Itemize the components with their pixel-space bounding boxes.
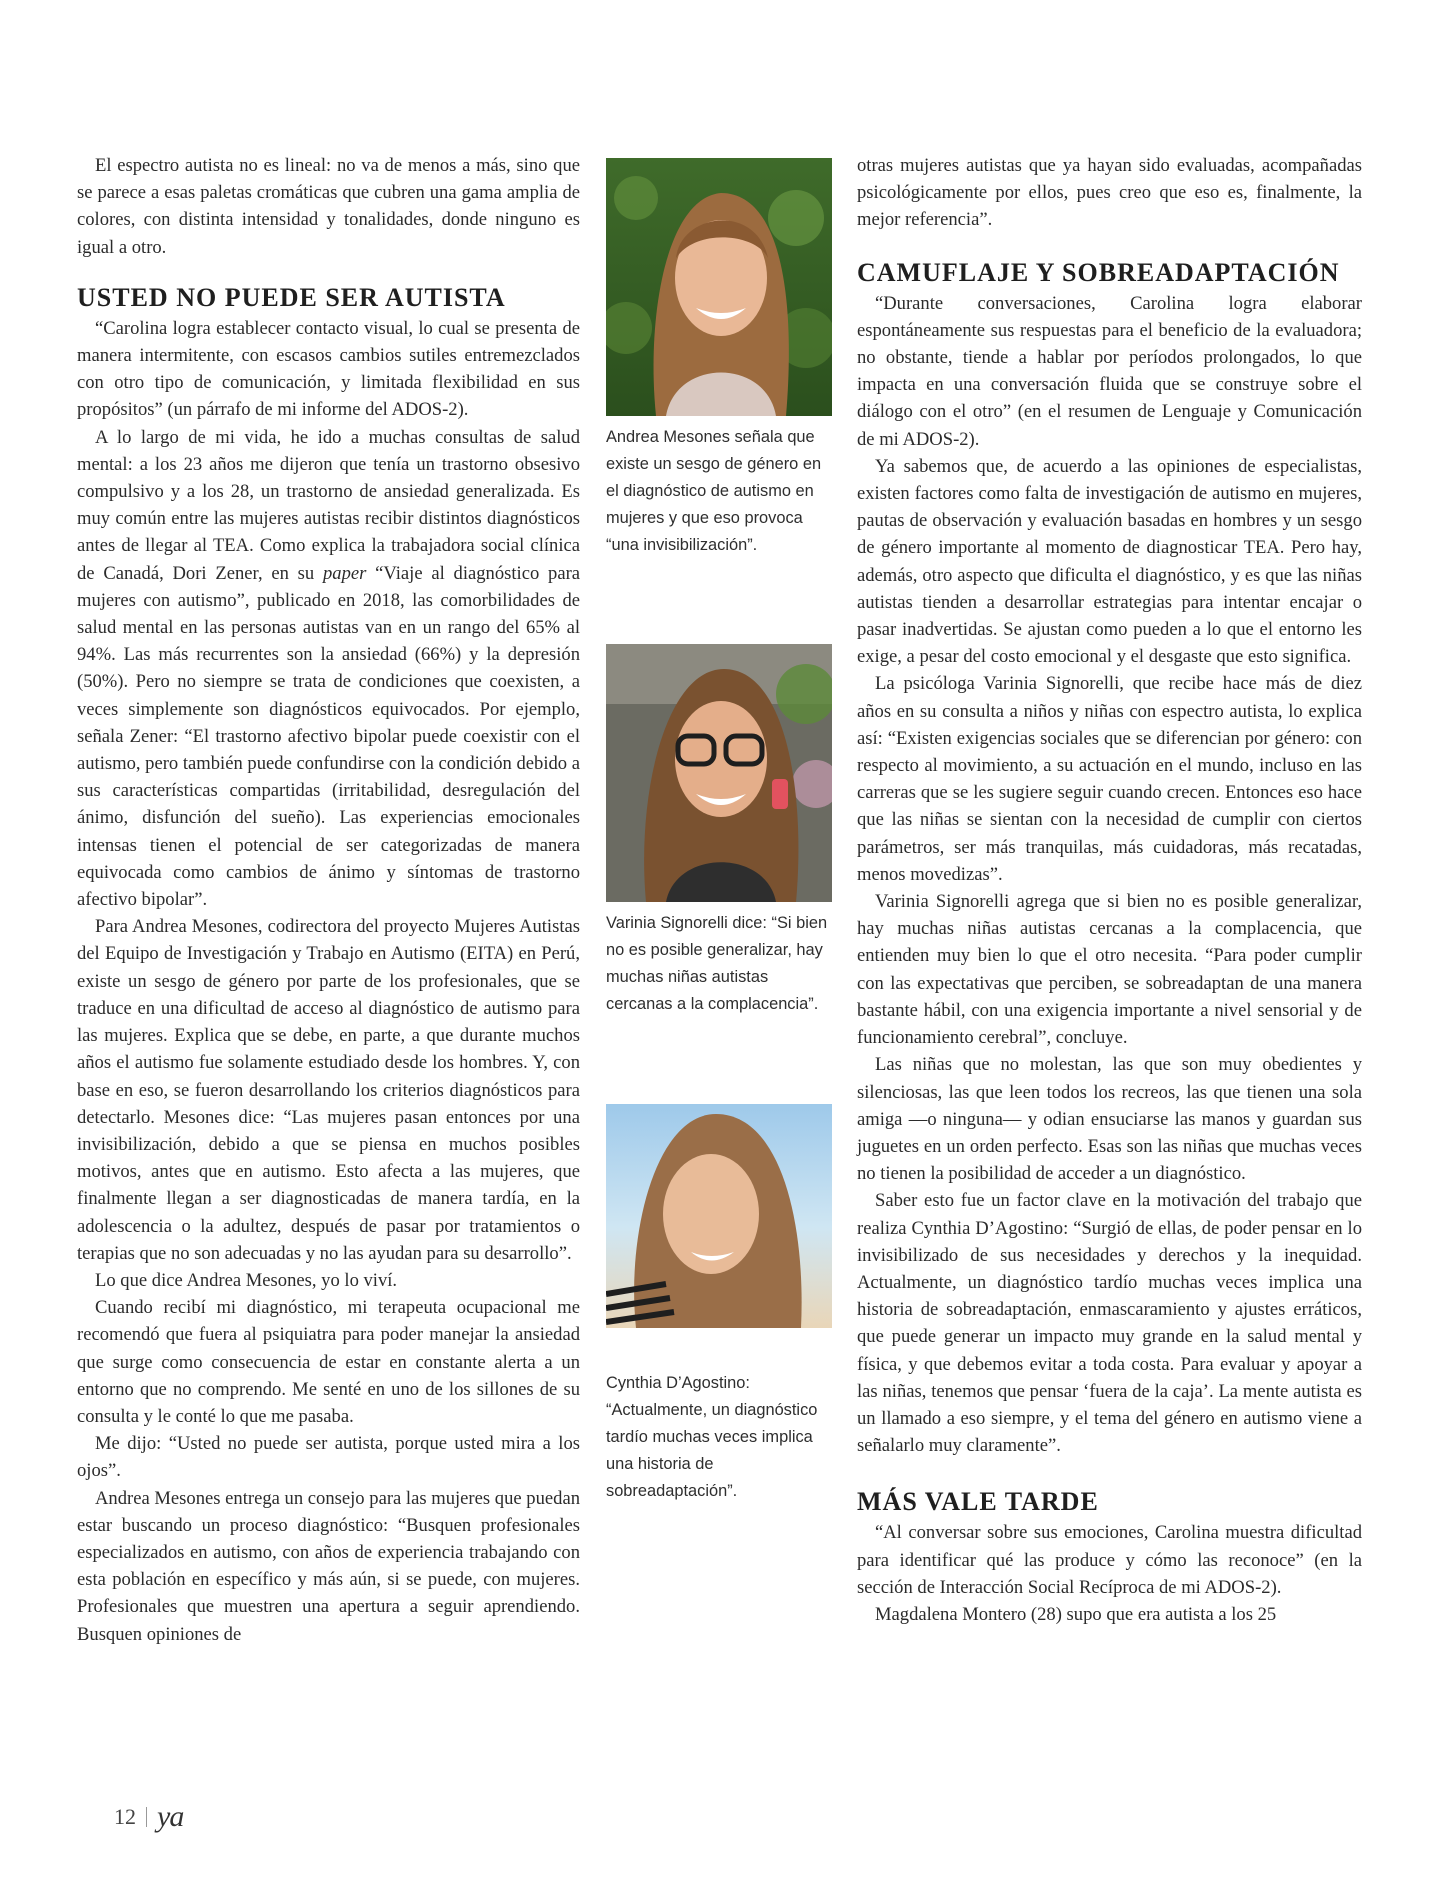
photo-caption: Varinia Signorelli dice: “Si bien no es posible generalizar, hay muchas niñas autistas cercanas a la complacencia”. bbox=[606, 914, 828, 1013]
section-heading-usted-no-puede: USTED NO PUEDE SER AUTISTA bbox=[77, 282, 506, 312]
photo-caption: Andrea Mesones señala que existe un sesgo de género en el diagnóstico de autismo en mujeres y que eso provoca “una invisibilización”. bbox=[606, 428, 822, 554]
section-heading-camuflaje: CAMUFLAJE Y SOBREADAPTACIÓN bbox=[857, 257, 1340, 287]
body-paragraph: Las niñas que no molestan, las que son muy obedientes y silenciosas, las que leen todos los recreos, las que tienen una sola amiga —o ninguna— y odian ensuciarse las manos y guardan sus juguetes en un orden perfecto. Esas son las niñas que muchas veces no tienen la posibilidad de acceder a un diagnóstico. bbox=[857, 1054, 1362, 1185]
portrait-andrea-mesones bbox=[606, 158, 832, 416]
body-paragraph: “Al conversar sobre sus emociones, Carolina muestra dificultad para identificar qué las produce y cómo las reconoce” (en la sección de Interacción Social Recíproca de mi ADOS-2). bbox=[857, 1522, 1362, 1598]
magazine-logo: ya bbox=[157, 1800, 184, 1833]
body-paragraph: Me dijo: “Usted no puede ser autista, porque usted mira a los ojos”. bbox=[77, 1433, 580, 1482]
body-paragraph: Ya sabemos que, de acuerdo a las opiniones de especialistas, existen factores como falta de investigación de autismo en mujeres, pautas de observación y evaluación basadas en hombres y un sesgo de género importante al momento de diagnosticar TEA. Pero hay, además, otro aspecto que dificulta el diagnóstico, y es que las niñas autistas tienden a desarrollar estrategias para intentar encajar o pasar inadvertidas. Se ajustan como pueden a lo que el entorno les exige, a pesar del costo emocional y el desgaste que esto significa. bbox=[857, 455, 1362, 668]
body-paragraph: Magdalena Montero (28) supo que era autista a los 25 bbox=[875, 1603, 1277, 1625]
intro-paragraph: El espectro autista no es lineal: no va de menos a más, sino que se parece a esas paletas cromáticas que cubren una gama amplia de colores, con distinta intensidad y tonalidades, donde ninguno es igual a otro. bbox=[77, 155, 580, 258]
body-paragraph: La psicóloga Varinia Signorelli, que recibe hace más de diez años en su consulta a niños y niñas con espectro autista, lo explica así: “Existen exigencias sociales que se diferencian por género: con respecto al movimiento, a su actuación en el mundo, incluso en las carreras que se les sugiere seguir cuando crecen. Entonces eso hace que las niñas se sientan con la necesidad de cumplir con ciertos parámetros, ser más tranquilas, más cuidadoras, más recatadas, menos movedizas”. bbox=[857, 673, 1362, 885]
continuation-paragraph: otras mujeres autistas que ya hayan sido evaluadas, acompañadas psicológicamente por ellos, pues creo que eso es, finalmente, la mejor referencia”. bbox=[857, 155, 1362, 231]
left-column bbox=[77, 152, 580, 1648]
portrait-varinia-signorelli bbox=[606, 644, 832, 902]
photo-caption: Cynthia D’Agostino: “Actualmente, un diagnóstico tardío muchas veces implica una historia de sobreadaptación”. bbox=[606, 1374, 818, 1500]
figure-andrea-mesones bbox=[606, 158, 832, 559]
body-paragraph: A lo largo de mi vida, he ido a muchas consultas de salud mental: a los 23 años me dijeron que tenía un trastorno obsesivo compulsivo y a los 28, un trastorno de ansiedad generalizada. Es muy común entre las mujeres autistas recibir distintos diagnósticos antes de llegar al TEA. Como explica la trabajadora social clínica de Canadá, Dori Zener, en su paper “Viaje al diagnóstico para mujeres con autismo”, publicado en 2018, las comorbilidades de salud mental en las personas autistas van en un rango del 65% al 94%. Las más recurrentes son la ansiedad (66%) y la depresión (50%). Pero no siempre se trata de condiciones que coexisten, a veces simplemente son diagnósticos equivocados. Por ejemplo, señala Zener: “El trastorno afectivo bipolar puede coexistir con el autismo, pero también puede confundirse con la condición debido a sus características compartidas (irritabilidad, desregulación del ánimo, disfunción del sueño). Las experiencias emocionales intensas tienen el potencial de ser categorizadas de manera equivocada como cambios de ánimo y síntomas de trastorno afectivo bipolar”. bbox=[77, 426, 581, 911]
body-paragraph: Para Andrea Mesones, codirectora del proyecto Mujeres Autistas del Equipo de Investigación y Trabajo en Autismo (EITA) en Perú, existe un sesgo de género por parte de los profesionales, que se traduce en una dificultad de acceso al diagnóstico de autismo para las mujeres. Explica que se debe, en parte, a que durante muchos años el autismo fue solamente estudiado desde los hombres. Y, con base en eso, se fueron desarrollando los criterios diagnósticos para detectarlo. Mesones dice: “Las mujeres pasan entonces por una invisibilización, debido a que se piensa en muchos posibles motivos, antes que en autismo. Esto afecta a las mujeres, que finalmente llegan a ser diagnosticadas de manera tardía, en la adolescencia o la adultez, después de pasar por tratamientos o terapias que no son adecuadas y no las ayudan para su desarrollo”. bbox=[77, 916, 580, 1264]
figure-varinia-signorelli bbox=[606, 644, 832, 1018]
portrait-cynthia-dagostino bbox=[606, 1104, 832, 1362]
body-paragraph: Andrea Mesones entrega un consejo para las mujeres que puedan estar buscando un proceso diagnóstico: “Busquen profesionales especializados en autismo, con años de experiencia trabajando con esta población en específico y más aún, si se puede, con mujeres. Profesionales que muestren una apertura a seguir aprendiendo. Busquen opiniones de bbox=[77, 1487, 580, 1645]
page-number: 12 bbox=[114, 1804, 136, 1829]
page-footer bbox=[114, 1800, 183, 1834]
body-paragraph: Saber esto fue un factor clave en la motivación del trabajo que realiza Cynthia D’Agostino: “Surgió de ellas, de poder pensar en lo invisibilizado de sus necesidades y derechos y la inequidad. Actualmente, un diagnóstico tardío muchas veces implica una historia de sobreadaptación, enmascaramiento y ajustes erráticos, que puede generar un impacto muy grande en la salud mental y física, y que debemos evitar a toda costa. Para evaluar y apoyar a las niñas, tenemos que pensar ‘fuera de la caja’. La mente autista es un llamado a eso siempre, y el tema del género en autismo viene a señalarlo muy claramente”. bbox=[857, 1190, 1362, 1457]
body-paragraph: Varinia Signorelli agrega que si bien no es posible generalizar, hay muchas niñas autistas cercanas a la complacencia, que entienden muy bien lo que el otro necesita. “Para poder cumplir con las expectativas que perciben, se sobreadaptan de una manera bastante hábil, con una exigencia importante a nivel sensorial y de funcionamiento cerebral”, concluye. bbox=[857, 891, 1362, 1049]
figure-cynthia-dagostino bbox=[606, 1104, 832, 1505]
body-paragraph: “Carolina logra establecer contacto visual, lo cual se presenta de manera intermitente, con escasos cambios sutiles entremezclados con otro tipo de comunicación, y limitada flexibilidad en sus propósitos” (un párrafo de mi informe del ADOS-2). bbox=[77, 317, 580, 421]
body-paragraph: Cuando recibí mi diagnóstico, mi terapeuta ocupacional me recomendó que fuera al psiquiatra para poder manejar la ansiedad que surge como consecuencia de estar en constante alerta a un entorno que no comprendo. Me senté en uno de los sillones de su consulta y le conté lo que me pasaba. bbox=[77, 1297, 580, 1427]
body-paragraph: “Durante conversaciones, Carolina logra elaborar espontáneamente sus respuestas para el beneficio de la evaluadora; no obstante, tiende a hablar por períodos prolongados, lo que impacta en una conversación fluida que se construye sobre el diálogo con el otro” (en el resumen de Lenguaje y Comunicación de mi ADOS-2). bbox=[857, 292, 1362, 450]
section-heading-mas-vale-tarde: MÁS VALE TARDE bbox=[857, 1487, 1099, 1517]
footer-divider bbox=[146, 1807, 147, 1827]
right-column bbox=[857, 152, 1362, 1628]
italic-word: paper bbox=[323, 562, 367, 584]
body-paragraph: Lo que dice Andrea Mesones, yo lo viví. bbox=[95, 1269, 398, 1291]
